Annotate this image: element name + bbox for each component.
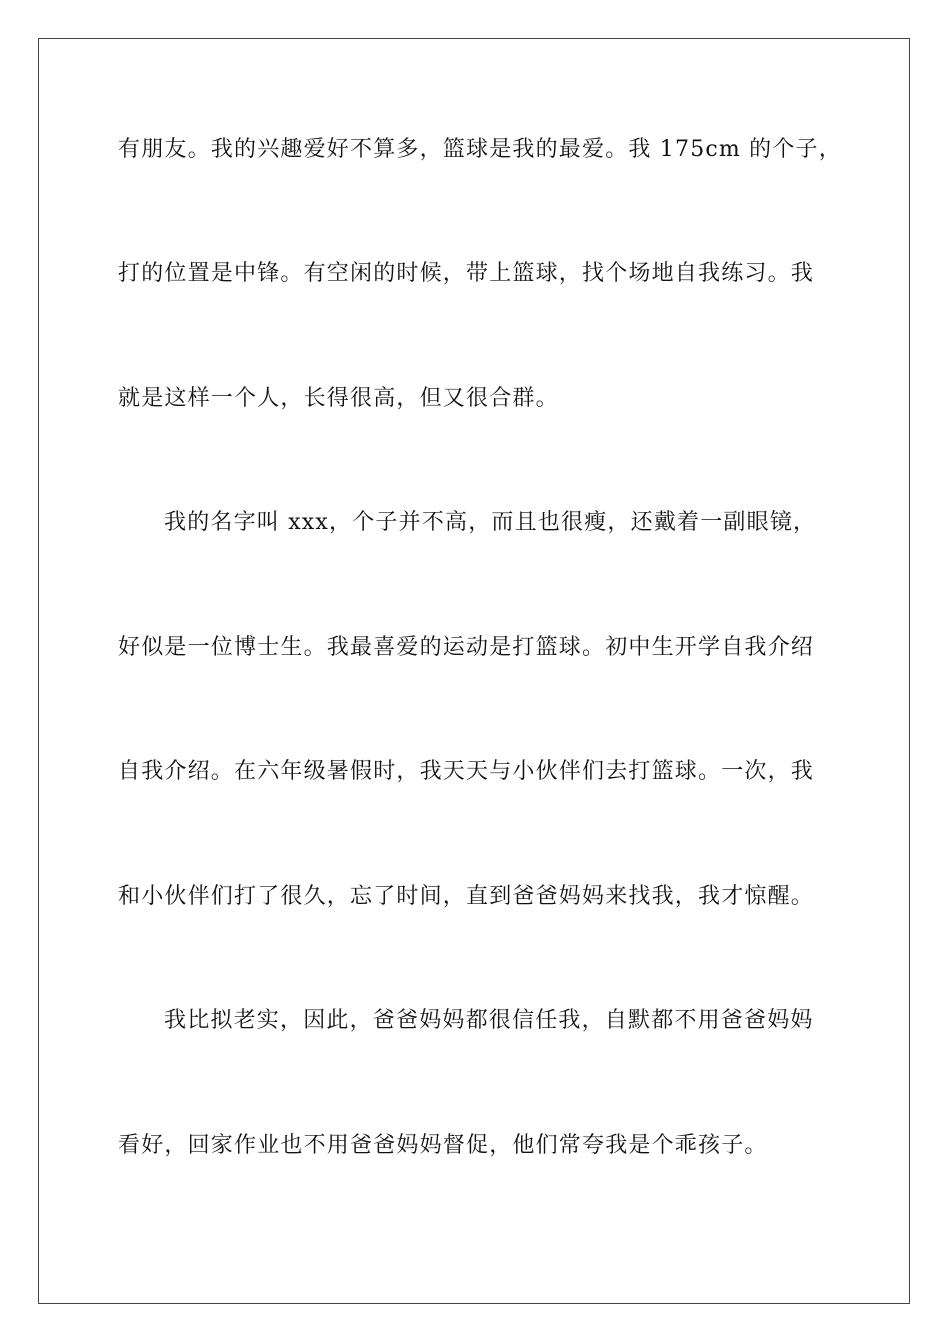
paragraph-1-line-2: 打的位置是中锋。有空闲的时候，带上篮球，找个场地自我练习。我 [118, 261, 815, 286]
paragraph-3-line-1: 我比拟老实，因此，爸爸妈妈都很信任我，自默都不用爸爸妈妈 [164, 1008, 814, 1033]
paragraph-1-line-1: 有朋友。我的兴趣爱好不算多，篮球是我的最爱。我 175cm 的个子， [118, 137, 842, 162]
paragraph-2-line-4: 和小伙伴们打了很久，忘了时间，直到爸爸妈妈来找我，我才惊醒。 [118, 884, 815, 909]
paragraph-2-line-2: 好似是一位博士生。我最喜爱的运动是打篮球。初中生开学自我介绍 [118, 635, 815, 660]
paragraph-2-line-1: 我的名字叫 xxx，个子并不高，而且也很瘦，还戴着一副眼镜， [164, 510, 817, 535]
paragraph-3-line-2: 看好，回家作业也不用爸爸妈妈督促，他们常夸我是个乖孩子。 [118, 1133, 768, 1158]
paragraph-1-line-3: 就是这样一个人，长得很高，但又很合群。 [118, 386, 559, 411]
document-page [38, 38, 910, 1304]
paragraph-2-line-3: 自我介绍。在六年级暑假时，我天天与小伙伴们去打篮球。一次，我 [118, 759, 815, 784]
